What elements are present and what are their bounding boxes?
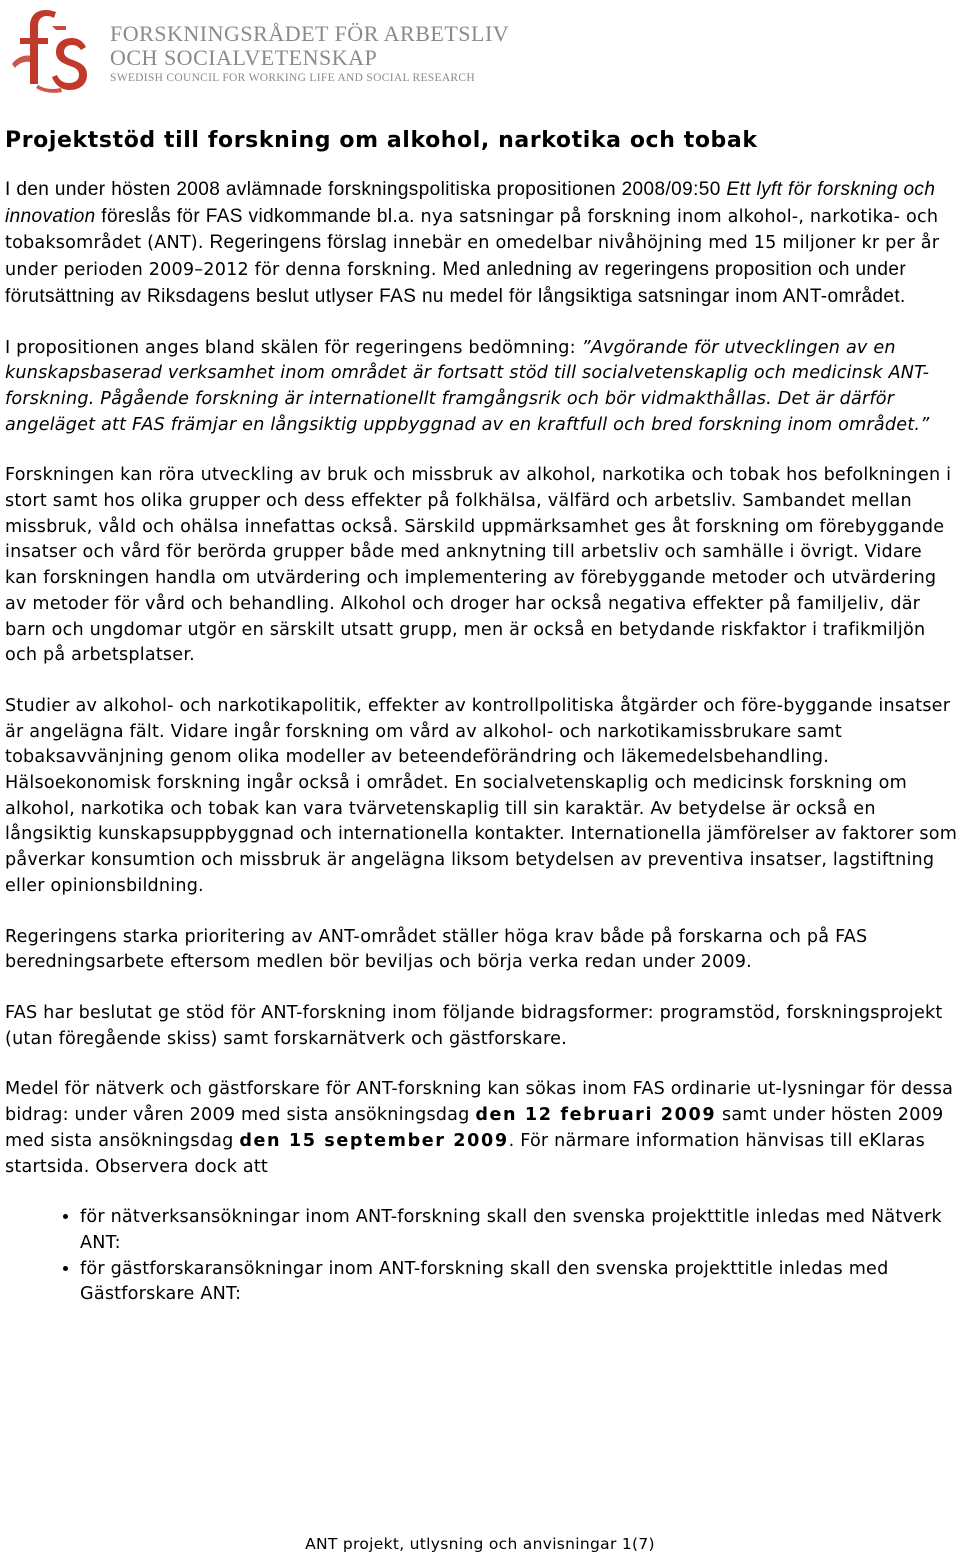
page-footer: ANT projekt, utlysning och anvisningar 1(7) [305,1535,655,1553]
paragraph-research-scope: Forskningen kan röra utveckling av bruk och missbruk av alkohol, narkotika och tobak hos befolkningen i stort samt hos olika grupper och dess effekter på folkhälsa, välfärd och arbetsliv. Sambandet mellan missbruk, våld och ohälsa innefattas också. Särskild uppmärksamhet ges åt forskning om förebyggande insatser och vård för berörda grupper både med anknytning till arbetsliv och samhälle i övrigt. Vidare kan forskningen handla om utvärdering och implementering av förebyggande metoder och utvärdering av metoder för vård och behandling. Alkohol och droger har också negativa effekter på familjeliv, där barn och ungdomar utgör en särskilt utsatt grupp, men är också en betydande riskfaktor i trafikmiljön och på arbetsplatser. [5,465,952,666]
intro-text-a: I den under hösten 2008 avlämnade forskningspolitiska propositionen 2008/09:50 [5,179,727,200]
intro-text-e: innebär en omedelbar nivåhöjning med 15 miljoner kr per år under perioden 2009–2012 för denna forskning. [5,233,940,281]
deadlines-text-a: Medel för nätverk och gästforskare för ANT-forskning kan sökas inom FAS ordinarie ut-lysningar för dessa bidrag: under våren 2009 med sista ansökningsdag [5,1079,954,1126]
list-item: • för gästforskaransökningar inom ANT-forskning skall den svenska projekttitle inledas med Gästforskare ANT: [80,1257,960,1308]
deadlines-text-c: . För närmare information hänvisas till eKlaras startsida. Observera dock att [5,1130,925,1177]
logo-line-1: FORSKNINGSRÅDET FÖR ARBETSLIV [110,21,510,46]
paragraph-priority: Regeringens starka prioritering av ANT-området ställer höga krav både på forskarna och på FAS beredningsarbete eftersom medlen bör beviljas och börja verka redan under 2009. [5,926,868,973]
intro-text-c: nya satsningar på forskning inom alkohol-, narkotika- och tobaksområdet (ANT). [5,206,939,254]
quote-lead: I propositionen anges bland skälen för regeringens bedömning: [5,337,582,358]
fas-logo-icon [6,4,98,96]
deadline-spring: den 12 februari 2009 [475,1105,717,1126]
logo-line-3: SWEDISH COUNCIL FOR WORKING LIFE AND SOCIAL RESEARCH [110,72,475,84]
paragraph-intro [5,177,960,311]
deadlines-text-b: samt under hösten 2009 med sista ansökningsdag [5,1105,944,1151]
logo-text [110,22,509,86]
paragraph-studies: Studier av alkohol- och narkotikapolitik, effekter av kontrollpolitiska åtgärder och före-byggande insatser är angelägna fält. Vidare ingår forskning om vård av alkohol- och narkotikamissbrukare samt tobaksavvänjning genom olika modeller av beteendeförändring och läkemedelsbehandling. Hälsoekonomisk forskning ingår också i området. En socialvetenskaplig och medicinsk forskning om alkohol, narkotika och tobak kan vara tvärvetenskaplig till sin karaktär. Av betydelse är också en långsiktig kunskapsuppbyggnad och internationella kontakter. Internationella jämförelser av faktorer som påverkar konsumtion och missbruk är angelägna liksom betydelsen av preventiva insatser, lagstiftning eller opinionsbildning. [5,695,958,896]
proposition-title: Ett lyft för forskning och innovation [5,179,936,227]
paragraph-funding-forms: FAS har beslutat ge stöd för ANT-forskning inom följande bidragsformer: programstöd, forskningsprojekt (utan föregående skiss) samt forskarnätverk och gästforskare. [5,1002,943,1049]
intro-text-b: föreslås för FAS vidkommande bl.a. [95,205,421,227]
paragraph-quote [5,336,960,439]
quote-text: ”Avgörande för utvecklingen av en kunskapsbaserad verksamhet inom området är fortsatt stöd till socialvetenskaplig och medicinsk ANT-forskning. Pågående forskning är internationellt framgångsrik och bör vidmakthållas. Det är därför angeläget att FAS främjar en långsiktig uppbyggnad av en kraftfull och bred forskning inom området.” [5,337,930,435]
document-body [5,126,960,1308]
logo-line-2: OCH SOCIALVETENSKAP [110,45,378,70]
page-title: Projektstöd till forskning om alkohol, narkotika och tobak [5,128,758,153]
intro-text-d: Regeringens förslag [209,232,388,254]
header-logo [6,4,510,96]
instructions-list [5,1205,960,1308]
deadline-autumn: den 15 september 2009 [239,1130,509,1151]
intro-text-f: Med anledning av regeringens proposition och under förutsättning av Riksdagens beslut utlyser FAS nu medel för långsiktiga satsningar inom ANT-området. [5,259,907,307]
paragraph-deadlines [5,1077,960,1180]
list-item: • för nätverksansökningar inom ANT-forskning skall den svenska projekttitle inledas med Nätverk ANT: [80,1205,960,1256]
